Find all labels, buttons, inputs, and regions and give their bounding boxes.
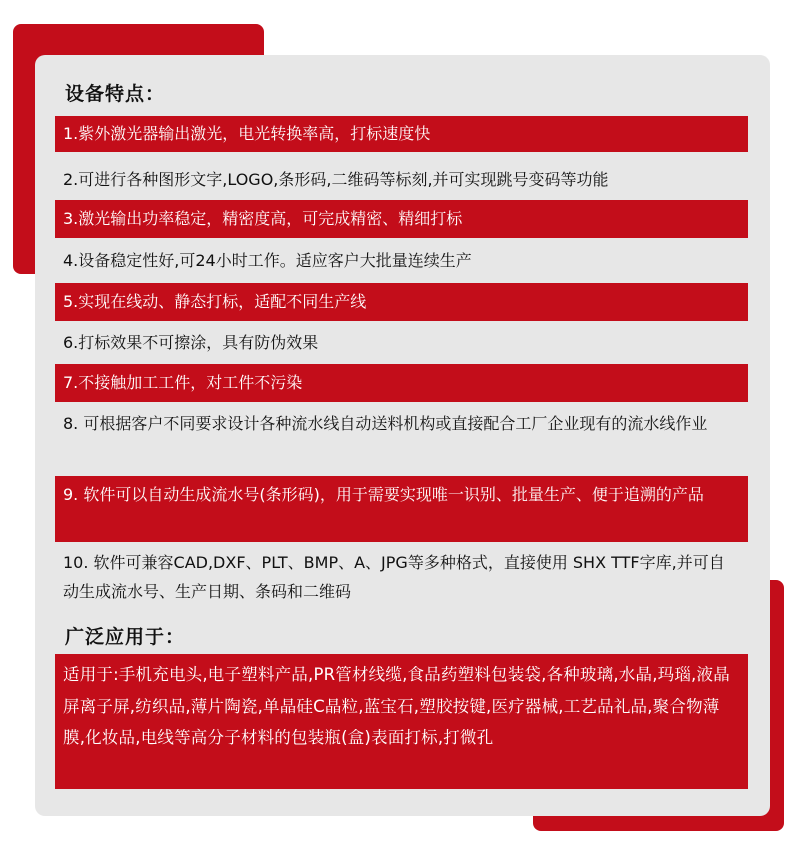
feature-item-6: 6.打标效果不可擦涂，具有防伪效果	[63, 333, 319, 352]
feature-item-5: 5.实现在线动、静态打标，适配不同生产线	[55, 283, 748, 321]
features-heading: 设备特点：	[65, 83, 166, 105]
feature-item-7: 7.不接触加工工件，对工件不污染	[55, 364, 748, 402]
feature-item-9: 9. 软件可以自动生成流水号(条形码)，用于需要实现唯一识别、批量生产、便于追溯的产品	[55, 476, 748, 542]
feature-item-1: 1.紫外激光器输出激光，电光转换率高，打标速度快	[55, 116, 748, 152]
applications-heading: 广泛应用于：	[65, 626, 186, 648]
feature-item-10: 10. 软件可兼容CAD,DXF、PLT、BMP、A、JPG等多种格式，直接使用 SHX TTF字库,并可自动生成流水号、生产日期、条码和二维码	[63, 553, 725, 601]
feature-item-2: 2.可进行各种图形文字,LOGO,条形码,二维码等标刻,并可实现跳号变码等功能	[63, 170, 609, 189]
content-card	[35, 55, 770, 816]
applications-text: 适用于:手机充电头,电子塑料产品,PR管材线缆,食品药塑料包装袋,各种玻璃,水晶,玛瑙,液晶屏离子屏,纺织品,薄片陶瓷,单晶硅C晶粒,蓝宝石,塑胶按键,医疗器械,工艺品礼品,聚合物薄膜,化妆品,电线等高分子材料的包装瓶(盒)表面打标,打微孔	[55, 654, 748, 789]
feature-item-3: 3.激光输出功率稳定，精密度高，可完成精密、精细打标	[55, 200, 748, 238]
feature-item-8: 8. 可根据客户不同要求设计各种流水线自动送料机构或直接配合工厂企业现有的流水线作业	[63, 414, 708, 433]
feature-item-4: 4.设备稳定性好,可24小时工作。适应客户大批量连续生产	[63, 251, 472, 270]
